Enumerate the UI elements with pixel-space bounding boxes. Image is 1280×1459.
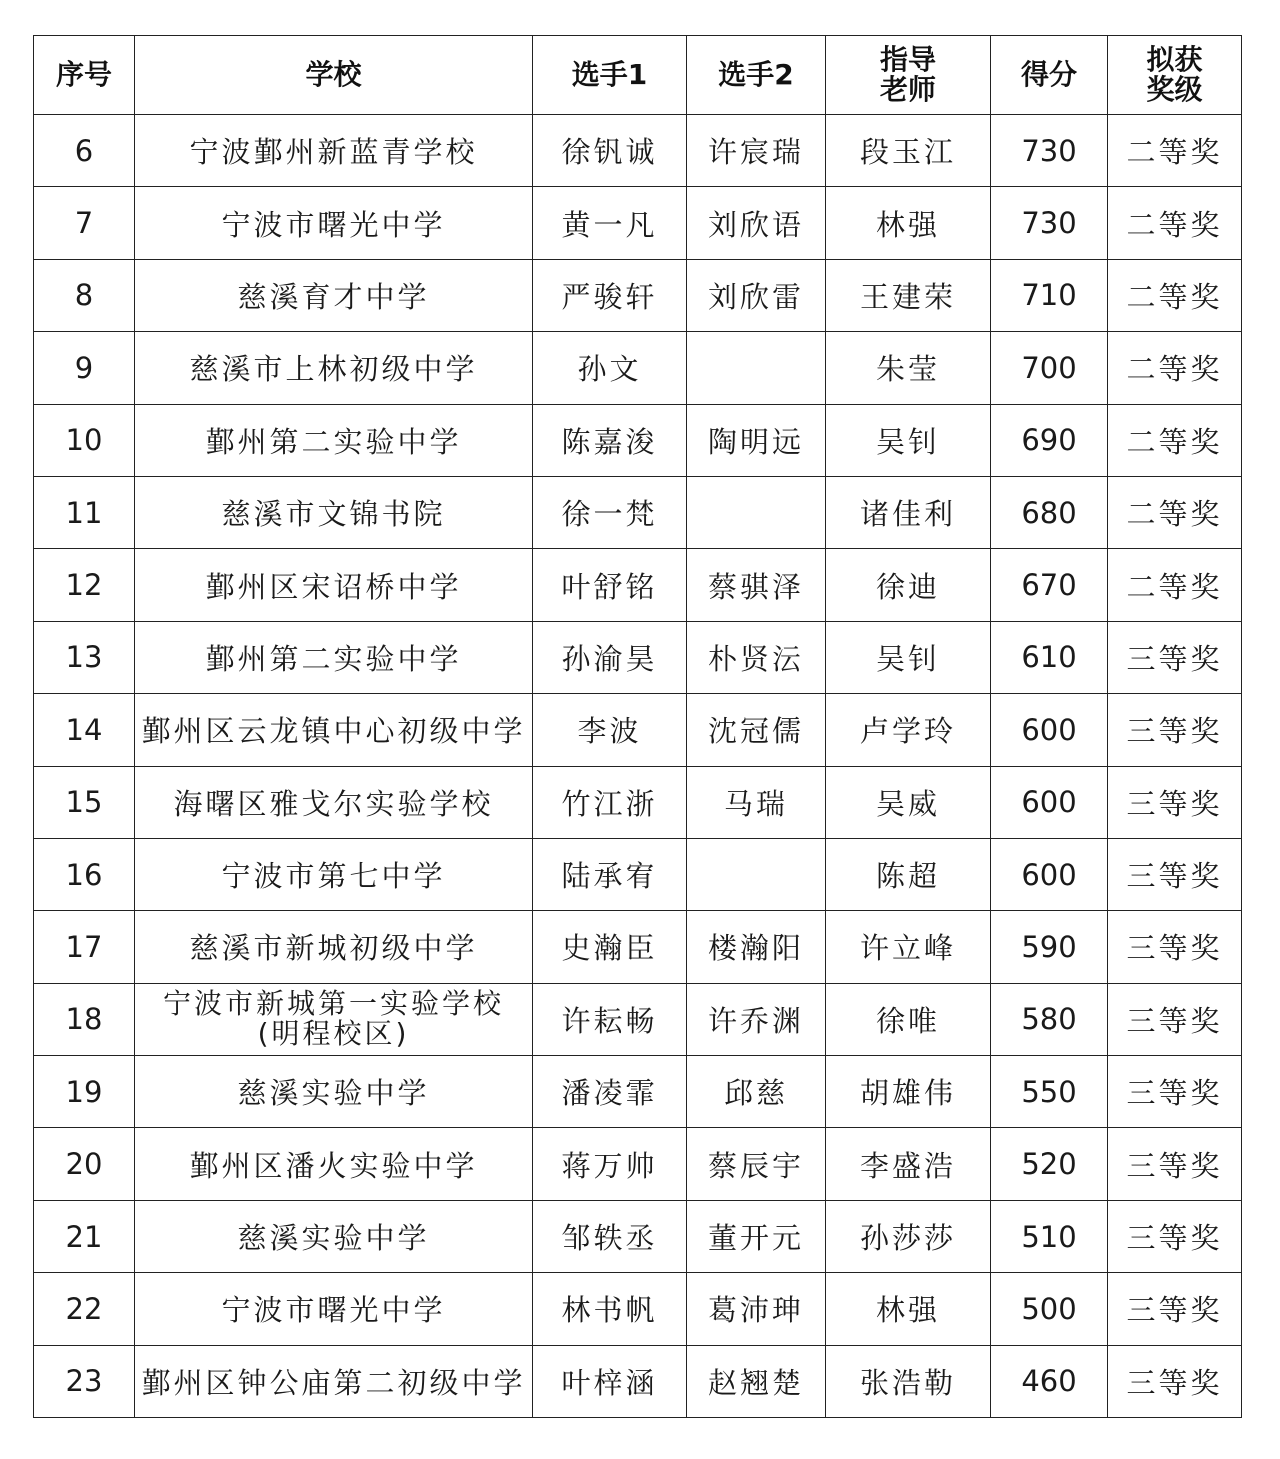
cell-index: 6 bbox=[34, 115, 135, 187]
cell-score: 580 bbox=[991, 983, 1108, 1055]
cell-teacher: 朱莹 bbox=[826, 332, 991, 404]
cell-award: 三等奖 bbox=[1108, 1056, 1242, 1128]
cell-score: 460 bbox=[991, 1345, 1108, 1417]
cell-school: 宁波市第七中学 bbox=[135, 838, 533, 910]
cell-index: 14 bbox=[34, 694, 135, 766]
cell-award: 三等奖 bbox=[1108, 694, 1242, 766]
header-award-line2: 奖级 bbox=[1146, 73, 1203, 106]
cell-player1: 潘凌霏 bbox=[533, 1056, 687, 1128]
cell-teacher: 吴威 bbox=[826, 766, 991, 838]
cell-award: 三等奖 bbox=[1108, 1345, 1242, 1417]
cell-score: 600 bbox=[991, 694, 1108, 766]
cell-index: 17 bbox=[34, 911, 135, 983]
cell-player2: 蔡辰宇 bbox=[687, 1128, 826, 1200]
cell-score: 510 bbox=[991, 1200, 1108, 1272]
header-player1: 选手1 bbox=[533, 36, 687, 115]
cell-index: 11 bbox=[34, 476, 135, 548]
table-row bbox=[34, 1345, 1242, 1417]
cell-player2: 朴贤沄 bbox=[687, 621, 826, 693]
cell-player2: 沈冠儒 bbox=[687, 694, 826, 766]
table-body bbox=[34, 115, 1242, 1418]
cell-school: 鄞州第二实验中学 bbox=[135, 404, 533, 476]
table-row bbox=[34, 332, 1242, 404]
cell-school: 慈溪实验中学 bbox=[135, 1056, 533, 1128]
table-row bbox=[34, 766, 1242, 838]
cell-player2 bbox=[687, 332, 826, 404]
cell-player1: 陆承宥 bbox=[533, 838, 687, 910]
header-row bbox=[34, 36, 1242, 115]
cell-player1: 孙渝昊 bbox=[533, 621, 687, 693]
cell-teacher: 陈超 bbox=[826, 838, 991, 910]
cell-school: 慈溪市新城初级中学 bbox=[135, 911, 533, 983]
cell-index: 18 bbox=[34, 983, 135, 1055]
table-row bbox=[34, 1273, 1242, 1345]
cell-score: 600 bbox=[991, 838, 1108, 910]
cell-teacher: 孙莎莎 bbox=[826, 1200, 991, 1272]
cell-school: 鄞州区云龙镇中心初级中学 bbox=[135, 694, 533, 766]
cell-player1: 严骏轩 bbox=[533, 259, 687, 331]
cell-player2: 董开元 bbox=[687, 1200, 826, 1272]
table-row bbox=[34, 911, 1242, 983]
header-award bbox=[1108, 36, 1242, 115]
table-row bbox=[34, 1056, 1242, 1128]
header-score: 得分 bbox=[991, 36, 1108, 115]
cell-teacher: 李盛浩 bbox=[826, 1128, 991, 1200]
cell-school: 宁波鄞州新蓝青学校 bbox=[135, 115, 533, 187]
cell-teacher: 吴钊 bbox=[826, 404, 991, 476]
cell-score: 550 bbox=[991, 1056, 1108, 1128]
cell-index: 16 bbox=[34, 838, 135, 910]
cell-score: 520 bbox=[991, 1128, 1108, 1200]
cell-award: 二等奖 bbox=[1108, 404, 1242, 476]
cell-school: 鄞州区宋诏桥中学 bbox=[135, 549, 533, 621]
cell-school: 鄞州区潘火实验中学 bbox=[135, 1128, 533, 1200]
cell-player1: 竹江浙 bbox=[533, 766, 687, 838]
cell-teacher: 吴钊 bbox=[826, 621, 991, 693]
cell-player1: 叶梓涵 bbox=[533, 1345, 687, 1417]
cell-teacher: 林强 bbox=[826, 187, 991, 259]
cell-player1: 叶舒铭 bbox=[533, 549, 687, 621]
cell-award: 三等奖 bbox=[1108, 621, 1242, 693]
cell-school: 宁波市曙光中学 bbox=[135, 1273, 533, 1345]
cell-score: 730 bbox=[991, 187, 1108, 259]
cell-player1: 史瀚臣 bbox=[533, 911, 687, 983]
cell-score: 680 bbox=[991, 476, 1108, 548]
cell-score: 730 bbox=[991, 115, 1108, 187]
table-row bbox=[34, 694, 1242, 766]
cell-player2: 许宸瑞 bbox=[687, 115, 826, 187]
cell-award: 二等奖 bbox=[1108, 115, 1242, 187]
cell-award: 二等奖 bbox=[1108, 332, 1242, 404]
cell-teacher: 段玉江 bbox=[826, 115, 991, 187]
cell-school: 慈溪市上林初级中学 bbox=[135, 332, 533, 404]
header-teacher-line2: 老师 bbox=[879, 73, 936, 106]
cell-school: 海曙区雅戈尔实验学校 bbox=[135, 766, 533, 838]
cell-award: 三等奖 bbox=[1108, 1128, 1242, 1200]
cell-player2 bbox=[687, 476, 826, 548]
cell-teacher: 胡雄伟 bbox=[826, 1056, 991, 1128]
table-row bbox=[34, 187, 1242, 259]
header-award-line1: 拟获 bbox=[1146, 43, 1203, 76]
cell-player1: 林书帆 bbox=[533, 1273, 687, 1345]
award-results-table bbox=[33, 35, 1242, 1418]
cell-school: 慈溪市文锦书院 bbox=[135, 476, 533, 548]
cell-school: 慈溪育才中学 bbox=[135, 259, 533, 331]
cell-player1: 许耘畅 bbox=[533, 983, 687, 1055]
cell-score: 670 bbox=[991, 549, 1108, 621]
cell-score: 590 bbox=[991, 911, 1108, 983]
cell-school: 鄞州区钟公庙第二初级中学 bbox=[135, 1345, 533, 1417]
cell-award: 三等奖 bbox=[1108, 838, 1242, 910]
table-row bbox=[34, 259, 1242, 331]
cell-index: 20 bbox=[34, 1128, 135, 1200]
cell-player1: 李波 bbox=[533, 694, 687, 766]
header-player2: 选手2 bbox=[687, 36, 826, 115]
cell-score: 700 bbox=[991, 332, 1108, 404]
table-row bbox=[34, 115, 1242, 187]
cell-school-line2: (明程校区) bbox=[257, 1017, 410, 1051]
cell-player2: 葛沛珅 bbox=[687, 1273, 826, 1345]
cell-player2: 蔡骐泽 bbox=[687, 549, 826, 621]
cell-player2: 许乔渊 bbox=[687, 983, 826, 1055]
cell-teacher: 徐迪 bbox=[826, 549, 991, 621]
cell-player1: 邹轶丞 bbox=[533, 1200, 687, 1272]
cell-score: 710 bbox=[991, 259, 1108, 331]
table-row bbox=[34, 621, 1242, 693]
cell-teacher: 卢学玲 bbox=[826, 694, 991, 766]
cell-award: 二等奖 bbox=[1108, 187, 1242, 259]
cell-school bbox=[135, 983, 533, 1055]
cell-player2: 刘欣雷 bbox=[687, 259, 826, 331]
cell-teacher: 王建荣 bbox=[826, 259, 991, 331]
cell-player2: 陶明远 bbox=[687, 404, 826, 476]
cell-award: 二等奖 bbox=[1108, 549, 1242, 621]
cell-teacher: 徐唯 bbox=[826, 983, 991, 1055]
cell-player1: 蒋万帅 bbox=[533, 1128, 687, 1200]
cell-index: 23 bbox=[34, 1345, 135, 1417]
cell-award: 三等奖 bbox=[1108, 1200, 1242, 1272]
header-index: 序号 bbox=[34, 36, 135, 115]
cell-score: 600 bbox=[991, 766, 1108, 838]
cell-player2: 刘欣语 bbox=[687, 187, 826, 259]
cell-school: 宁波市曙光中学 bbox=[135, 187, 533, 259]
cell-index: 9 bbox=[34, 332, 135, 404]
cell-index: 15 bbox=[34, 766, 135, 838]
cell-player1: 徐一梵 bbox=[533, 476, 687, 548]
cell-index: 10 bbox=[34, 404, 135, 476]
table-row bbox=[34, 1200, 1242, 1272]
cell-award: 二等奖 bbox=[1108, 259, 1242, 331]
cell-index: 13 bbox=[34, 621, 135, 693]
cell-index: 21 bbox=[34, 1200, 135, 1272]
cell-player2: 马瑞 bbox=[687, 766, 826, 838]
cell-score: 610 bbox=[991, 621, 1108, 693]
cell-index: 22 bbox=[34, 1273, 135, 1345]
table-row bbox=[34, 838, 1242, 910]
cell-teacher: 张浩勒 bbox=[826, 1345, 991, 1417]
table-row bbox=[34, 404, 1242, 476]
header-teacher bbox=[826, 36, 991, 115]
cell-school: 鄞州第二实验中学 bbox=[135, 621, 533, 693]
table-row bbox=[34, 549, 1242, 621]
cell-player1: 徐钒诚 bbox=[533, 115, 687, 187]
cell-score: 500 bbox=[991, 1273, 1108, 1345]
cell-player2: 楼瀚阳 bbox=[687, 911, 826, 983]
table-row bbox=[34, 983, 1242, 1055]
cell-score: 690 bbox=[991, 404, 1108, 476]
cell-index: 7 bbox=[34, 187, 135, 259]
cell-teacher: 诸佳利 bbox=[826, 476, 991, 548]
table-row bbox=[34, 1128, 1242, 1200]
cell-school-line1: 宁波市新城第一实验学校 bbox=[162, 987, 504, 1021]
header-school: 学校 bbox=[135, 36, 533, 115]
header-teacher-line1: 指导 bbox=[879, 43, 936, 76]
cell-index: 8 bbox=[34, 259, 135, 331]
cell-award: 三等奖 bbox=[1108, 983, 1242, 1055]
cell-school: 慈溪实验中学 bbox=[135, 1200, 533, 1272]
cell-teacher: 许立峰 bbox=[826, 911, 991, 983]
cell-award: 三等奖 bbox=[1108, 911, 1242, 983]
cell-player2 bbox=[687, 838, 826, 910]
cell-player1: 陈嘉浚 bbox=[533, 404, 687, 476]
table-row bbox=[34, 476, 1242, 548]
cell-player1: 黄一凡 bbox=[533, 187, 687, 259]
cell-player1: 孙文 bbox=[533, 332, 687, 404]
cell-player2: 赵翘楚 bbox=[687, 1345, 826, 1417]
cell-player2: 邱慈 bbox=[687, 1056, 826, 1128]
cell-award: 三等奖 bbox=[1108, 766, 1242, 838]
cell-award: 三等奖 bbox=[1108, 1273, 1242, 1345]
cell-teacher: 林强 bbox=[826, 1273, 991, 1345]
cell-index: 12 bbox=[34, 549, 135, 621]
cell-award: 二等奖 bbox=[1108, 476, 1242, 548]
cell-index: 19 bbox=[34, 1056, 135, 1128]
